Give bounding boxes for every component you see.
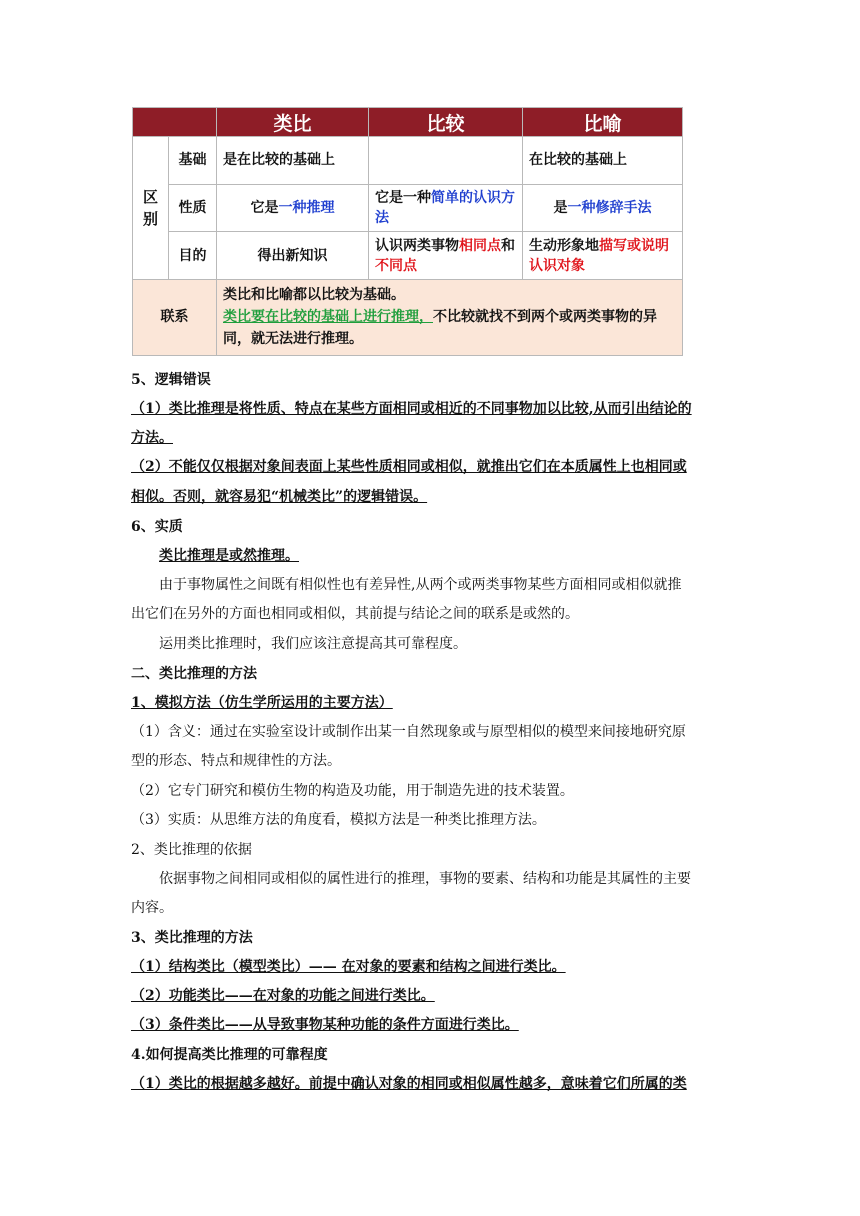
table-row-nature <box>133 184 683 232</box>
m3-item2: （2）功能类比——在对象的功能之间进行类比。 <box>131 988 435 1004</box>
cell-metaphor-base: 在比较的基础上 <box>523 137 683 185</box>
cell-analogy-base: 是在比较的基础上 <box>217 137 369 185</box>
m2-para1-line1: 依据事物之间相同或相似的属性进行的推理，事物的要素、结构和功能是其属性的主要 <box>159 871 691 887</box>
row-label-base: 基础 <box>169 137 217 185</box>
header-compare: 比较 <box>369 108 523 137</box>
method-3-title: 3、类比推理的方法 <box>131 930 253 946</box>
cell-compare-nature: 它是一种简单的认识方法 <box>369 184 523 232</box>
cell-link-text: 类比和比喻都以比较为基础。 类比要在比较的基础上进行推理，不比较就找不到两个或两类事物的异同，就无法进行推理。 <box>217 279 683 355</box>
table-row-link <box>133 279 683 355</box>
m1-para2: （2）它专门研究和模仿生物的构造及功能，用于制造先进的技术装置。 <box>131 783 574 799</box>
m4-para1: （1）类比的根据越多越好。前提中确认对象的相同或相似属性越多，意味着它们所属的类 <box>131 1076 687 1092</box>
cell-compare-base <box>369 137 523 185</box>
row-label-goal: 目的 <box>169 232 217 280</box>
section-6-title: 6、实质 <box>131 519 183 535</box>
method-4-title: 4.如何提高类比推理的可靠程度 <box>131 1047 328 1063</box>
method-1-title: 1、模拟方法（仿生学所运用的主要方法） <box>131 695 393 711</box>
method-2-title: 2、类比推理的依据 <box>131 842 252 858</box>
cell-metaphor-nature: 是一种修辞手法 <box>523 184 683 232</box>
s5-para2-line1: （2）不能仅仅根据对象间表面上某些性质相同或相似，就推出它们在本质属性上也相同或 <box>131 459 687 475</box>
row-label-link: 联系 <box>133 279 217 355</box>
s5-para1-line2: 方法。 <box>131 430 173 446</box>
m3-item1: （1）结构类比（模型类比）—— 在对象的要素和结构之间进行类比。 <box>131 959 566 975</box>
group-label: 区别 <box>133 137 169 280</box>
table-row-base <box>133 137 683 185</box>
row-label-nature: 性质 <box>169 184 217 232</box>
s6-para1: 类比推理是或然推理。 <box>159 548 299 564</box>
m1-para1-line2: 型的形态、特点和规律性的方法。 <box>131 753 341 769</box>
part-2-title: 二、类比推理的方法 <box>131 666 257 682</box>
m2-para1-line2: 内容。 <box>131 900 173 916</box>
cell-compare-goal: 认识两类事物相同点和不同点 <box>369 232 523 280</box>
cell-analogy-goal: 得出新知识 <box>217 232 369 280</box>
section-5-title: 5、逻辑错误 <box>131 372 211 388</box>
s5-para1-line1: （1）类比推理是将性质、特点在某些方面相同或相近的不同事物加以比较,从而引出结论的 <box>131 401 692 417</box>
comparison-table <box>132 107 683 356</box>
s6-para3: 运用类比推理时，我们应该注意提高其可靠程度。 <box>159 636 467 652</box>
cell-analogy-nature: 它是一种推理 <box>217 184 369 232</box>
table-header-row <box>133 108 683 137</box>
s6-para2-line2: 出它们在另外的方面也相同或相似，其前提与结论之间的联系是或然的。 <box>131 606 579 622</box>
header-analogy: 类比 <box>217 108 369 137</box>
header-metaphor: 比喻 <box>523 108 683 137</box>
s6-para2-line1: 由于事物属性之间既有相似性也有差异性,从两个或两类事物某些方面相同或相似就推 <box>159 577 682 593</box>
header-empty <box>133 108 217 137</box>
m1-para3: （3）实质：从思维方法的角度看，模拟方法是一种类比推理方法。 <box>131 812 546 828</box>
s5-para2-line2: 相似。否则，就容易犯“机械类比”的逻辑错误。 <box>131 489 428 505</box>
table-row-goal <box>133 232 683 280</box>
m3-item3: （3）条件类比——从导致事物某种功能的条件方面进行类比。 <box>131 1017 519 1033</box>
m1-para1-line1: （1）含义：通过在实验室设计或制作出某一自然现象或与原型相似的模型来间接地研究原 <box>131 724 686 740</box>
cell-metaphor-goal: 生动形象地描写或说明认识对象 <box>523 232 683 280</box>
